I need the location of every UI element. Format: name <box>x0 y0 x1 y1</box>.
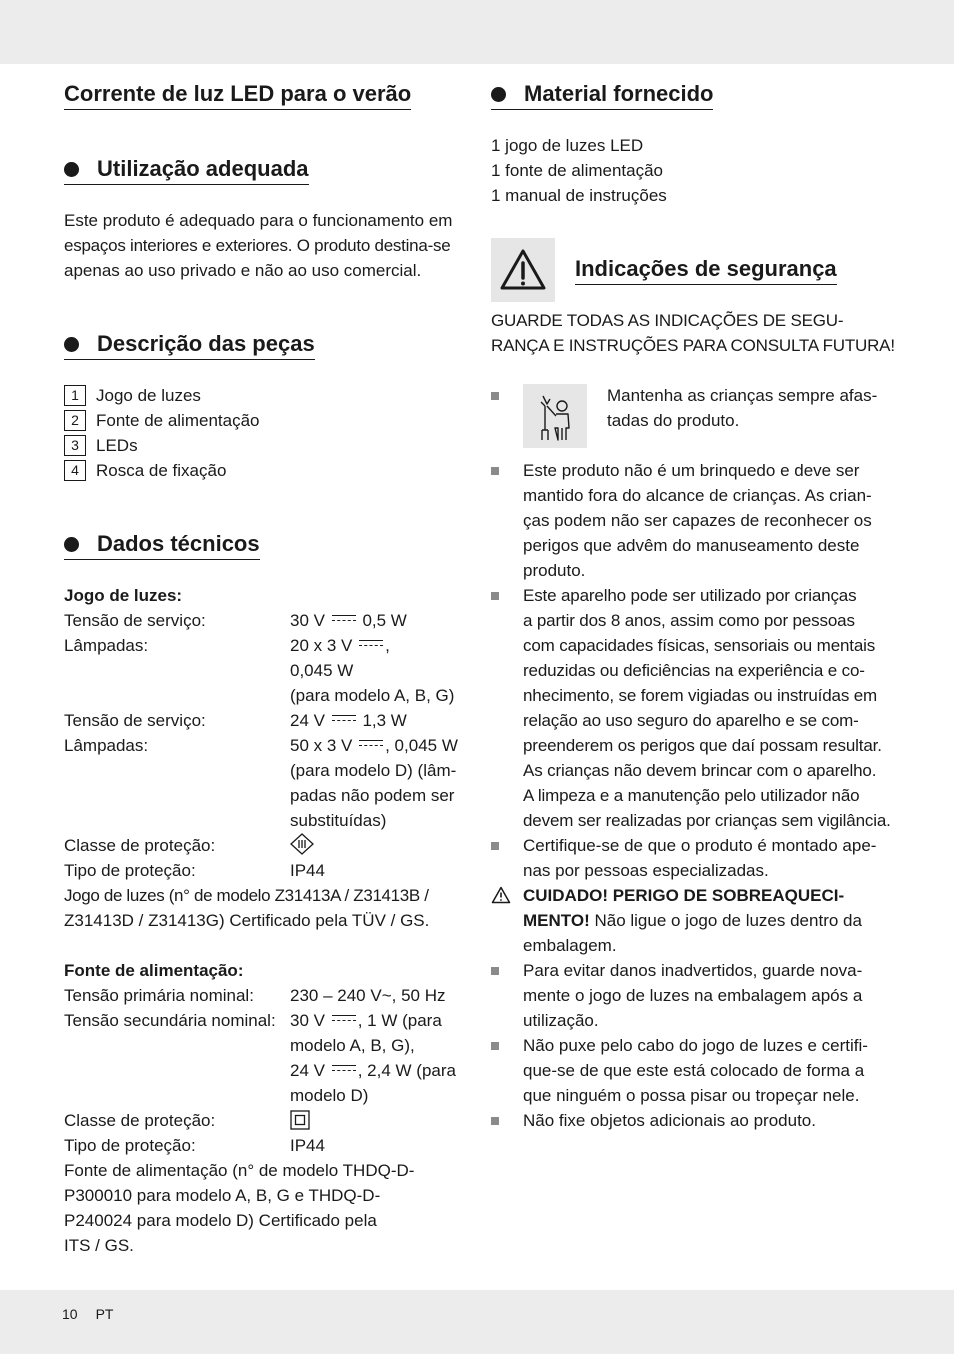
text-line: apenas ao uso privado e não ao uso comercial. <box>64 261 422 280</box>
page-title: Corrente de luz LED para o verão <box>64 80 411 110</box>
voltage-value: 24 V <box>290 711 325 730</box>
text-line: preenderem os perigos que daí possam resultar. <box>523 736 882 755</box>
list-item <box>64 433 138 458</box>
spec-value <box>290 608 468 633</box>
warning-triangle-icon <box>491 238 555 302</box>
list-item <box>64 458 226 483</box>
text-line: Não ligue o jogo de luzes dentro da <box>589 911 862 930</box>
bullet-square-icon <box>491 1117 499 1125</box>
part-label: Rosca de fixação <box>96 461 227 480</box>
part-number: 3 <box>64 435 86 456</box>
spec-label: Lâmpadas: <box>64 736 149 755</box>
text-line: Este produto é adequado para o funcionamento em <box>64 211 453 230</box>
text-line: P240024 para modelo D) Certificado pela <box>64 1211 377 1230</box>
section-heading-supplied: Material fornecido <box>491 80 713 110</box>
spec-value <box>290 708 468 733</box>
spec-label: Tipo de proteção: <box>64 861 196 880</box>
spec-value: IP44 <box>290 1136 325 1155</box>
bullet-square-icon <box>491 467 499 475</box>
spec-label: Tipo de proteção: <box>64 1136 196 1155</box>
intended-use-text <box>64 208 452 283</box>
text-line: Este produto não é um brinquedo e deve ser <box>523 461 860 480</box>
text-line: P300010 para modelo A, B, G e THDQ-D- <box>64 1186 381 1205</box>
dc-symbol-icon <box>332 715 356 723</box>
lamp-value: 50 x 3 V <box>290 736 353 755</box>
lamp-power: , 0,045 W <box>385 736 458 755</box>
text-line: nhecimento, se forem vigiadas ou instruídas em <box>523 686 878 705</box>
lights-certification <box>64 883 468 933</box>
spec-value <box>290 1008 468 1108</box>
text-line: Este aparelho pode ser utilizado por crianças <box>523 586 857 605</box>
power-value: , 2,4 W (para <box>357 1061 456 1080</box>
text-line: substituídas) <box>290 811 387 830</box>
child-warning-text <box>607 383 891 433</box>
bullet-square-icon <box>491 592 499 600</box>
part-number: 4 <box>64 460 86 481</box>
spec-label: Classe de proteção: <box>64 836 216 855</box>
bullet-text <box>523 833 891 883</box>
text-line: utilização. <box>523 1011 599 1030</box>
section-heading-parts: Descrição das peças <box>64 330 315 360</box>
spec-value: 230 – 240 V~, 50 Hz <box>290 986 446 1005</box>
dc-symbol-icon <box>359 740 383 748</box>
lights-subheading: Jogo de luzes: <box>64 586 183 605</box>
list-item: 1 manual de instruções <box>491 186 667 205</box>
text-line: relação ao uso seguro do aparelho e se com- <box>523 711 859 730</box>
section-heading-safety: Indicações de segurança <box>575 255 837 285</box>
page-number: 10 <box>62 1306 78 1322</box>
text-line: GUARDE TODAS AS INDICAÇÕES DE SEGU- <box>491 311 844 330</box>
text-line: Jogo de luzes (n° de modelo Z31413A / Z31413B / <box>64 886 429 905</box>
list-item: 1 jogo de luzes LED <box>491 136 644 155</box>
bullet-text <box>523 958 891 1033</box>
section-heading-tech-data: Dados técnicos <box>64 530 260 560</box>
text-line: espaços interiores e exteriores. O produto destina-se <box>64 236 451 255</box>
text-line: A limpeza e a manutenção pelo utilizador não <box>523 786 860 805</box>
psu-certification <box>64 1158 468 1258</box>
part-label: LEDs <box>96 436 138 455</box>
text-line: Z31413D / Z31413G) Certificado pela TÜV / GS. <box>64 911 430 930</box>
text-line: tadas do produto. <box>607 411 740 430</box>
text-line: Certifique-se de que o produto é montado ape- <box>523 836 877 855</box>
keep-instructions-text <box>491 308 895 358</box>
list-item: 1 fonte de alimentação <box>491 161 664 180</box>
voltage-value: 30 V <box>290 1011 325 1030</box>
power-value: , 1 W (para <box>357 1011 442 1030</box>
spec-label: Classe de proteção: <box>64 1111 216 1130</box>
language-code: PT <box>95 1306 114 1322</box>
text-line: mantido fora do alcance de crianças. As crian- <box>523 486 872 505</box>
part-label: Jogo de luzes <box>96 386 201 405</box>
text-line: modelo A, B, G), <box>290 1036 415 1055</box>
spec-label: Lâmpadas: <box>64 636 149 655</box>
bullet-square-icon <box>491 967 499 975</box>
part-number: 1 <box>64 385 86 406</box>
part-label: Fonte de alimentação <box>96 411 260 430</box>
bullet-square-icon <box>491 1042 499 1050</box>
list-item <box>64 383 201 408</box>
text-line: modelo D) <box>290 1086 369 1105</box>
top-bar <box>0 0 954 64</box>
spec-label: Tensão secundária nominal: <box>64 1011 276 1030</box>
voltage-value: 30 V <box>290 611 325 630</box>
text-line: (para modelo D) (lâm- <box>290 761 457 780</box>
text-line: nas por pessoas especializadas. <box>523 861 769 880</box>
bullet-square-icon <box>491 842 499 850</box>
bullet-square-icon <box>491 392 499 400</box>
child-hazard-icon <box>523 384 587 448</box>
dc-symbol-icon <box>359 640 383 648</box>
bullet-text <box>523 458 891 583</box>
protection-class-ii-icon <box>290 1108 468 1133</box>
text-line: produto. <box>523 561 586 580</box>
spec-label: Tensão de serviço: <box>64 711 206 730</box>
lamp-models: (para modelo A, B, G) <box>290 686 455 705</box>
spec-label: Tensão primária nominal: <box>64 986 254 1005</box>
text-line: que ninguém o possa pisar ou tropeçar nele. <box>523 1086 860 1105</box>
text-line: embalagem. <box>523 936 617 955</box>
lamp-value: 20 x 3 V <box>290 636 353 655</box>
text-line: mente o jogo de luzes na embalagem após a <box>523 986 863 1005</box>
section-heading-intended-use: Utilização adequada <box>64 155 309 185</box>
supplied-list <box>491 133 667 208</box>
text-line: Mantenha as crianças sempre afas- <box>607 386 878 405</box>
dc-symbol-icon <box>332 1065 356 1073</box>
text-line: que-se de que este está colocado de forma a <box>523 1061 865 1080</box>
spec-value <box>290 633 468 708</box>
text-line: ças podem não ser capazes de reconhecer os <box>523 511 872 530</box>
spec-label: Tensão de serviço: <box>64 611 206 630</box>
text-line: devem ser realizadas por crianças sem vigilância. <box>523 811 891 830</box>
text-line: Não fixe objetos adicionais ao produto. <box>523 1111 816 1130</box>
part-number: 2 <box>64 410 86 431</box>
text-line: perigos que advêm do manuseamento deste <box>523 536 860 555</box>
bottom-bar <box>0 1290 954 1354</box>
lamp-power: 0,045 W <box>290 661 354 680</box>
spec-value <box>290 733 468 833</box>
page-footer <box>62 1306 113 1322</box>
voltage-value: 24 V <box>290 1061 325 1080</box>
text-line: RANÇA E INSTRUÇÕES PARA CONSULTA FUTURA! <box>491 336 895 355</box>
bullet-text <box>523 1108 891 1133</box>
text-line: a partir dos 8 anos, assim como por pessoas <box>523 611 855 630</box>
bullet-text <box>523 1033 891 1108</box>
list-item <box>64 408 260 433</box>
text-line: reduzidas ou deficiências na experiência e co- <box>523 661 865 680</box>
text-line: ITS / GS. <box>64 1236 134 1255</box>
power-value: 0,5 W <box>362 611 407 630</box>
caution-text <box>523 883 891 958</box>
text-line: Para evitar danos inadvertidos, guarde nova- <box>523 961 863 980</box>
separator: , <box>385 636 390 655</box>
spec-value: IP44 <box>290 861 325 880</box>
protection-class-iii-icon <box>290 833 468 858</box>
dc-symbol-icon <box>332 1015 356 1023</box>
bullet-text <box>523 583 891 833</box>
power-value: 1,3 W <box>362 711 407 730</box>
warning-triangle-icon <box>491 886 511 911</box>
text-line: com capacidades físicas, sensoriais ou mentais <box>523 636 876 655</box>
text-line: Fonte de alimentação (n° de modelo THDQ-D- <box>64 1161 415 1180</box>
psu-subheading: Fonte de alimentação: <box>64 961 244 980</box>
dc-symbol-icon <box>332 615 356 623</box>
caution-bold-text: MENTO! <box>523 911 590 930</box>
list-item <box>491 383 891 447</box>
caution-bold-text: CUIDADO! PERIGO DE SOBREAQUECI- <box>523 886 845 905</box>
text-line: padas não podem ser <box>290 786 455 805</box>
text-line: Não puxe pelo cabo do jogo de luzes e certifi- <box>523 1036 868 1055</box>
text-line: As crianças não devem brincar com o aparelho. <box>523 761 877 780</box>
